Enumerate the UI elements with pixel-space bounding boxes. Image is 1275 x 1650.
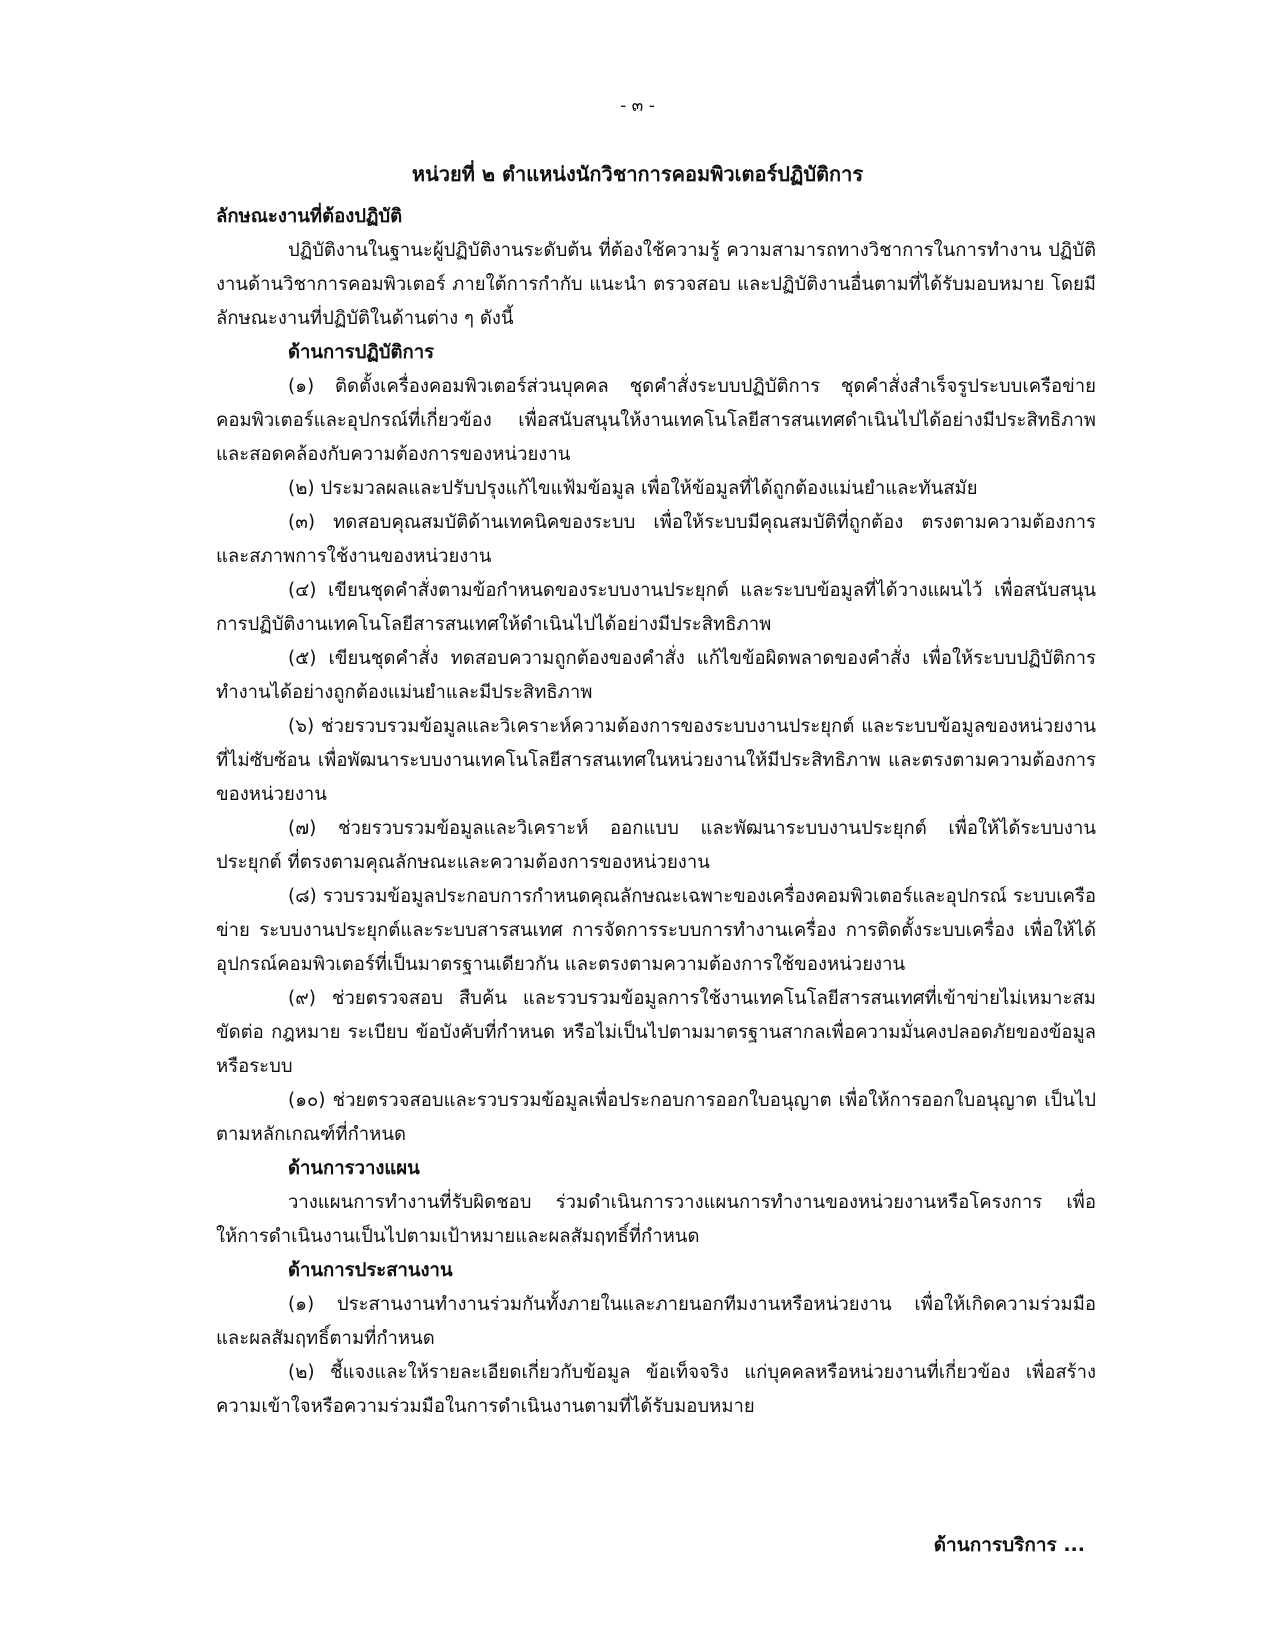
operations-item: (๑) ติดตั้งเครื่องคอมพิวเตอร์ส่วนบุคคล ชุดคำสั่งระบบปฏิบัติการ ชุดคำสั่งสำเร็จรูประบบเครือข่ายคอมพิวเตอร์และอุปกรณ์ที่เกี่ยวข้อง เพื่อสนับสนุนให้งานเทคโนโลยีสารสนเทศดำเนินไปได้อย่างมีประสิทธิภาพ และสอดคล้องกับความต้องการของหน่วยงาน bbox=[216, 376, 1096, 465]
operations-item: (๕) เขียนชุดคำสั่ง ทดสอบความถูกต้องของคำสั่ง แก้ไขข้อผิดพลาดของคำสั่ง เพื่อให้ระบบปฏิบัติการ ทำงานได้อย่างถูกต้องแม่นยำและมีประสิทธิภาพ bbox=[216, 648, 1096, 703]
operations-item: (๙) ช่วยตรวจสอบ สืบค้น และรวบรวมข้อมูลการใช้งานเทคโนโลยีสารสนเทศที่เข้าข่ายไม่เหมาะสม ขัดต่อ กฎหมาย ระเบียบ ข้อบังคับที่กำหนด หรือไม่เป็นไปตามมาตรฐานสากลเพื่อความมั่นคงปลอดภัยของข้อมูลหรือระบบ bbox=[216, 988, 1096, 1077]
operations-item: (๖) ช่วยรวบรวมข้อมูลและวิเคราะห์ความต้องการของระบบงานประยุกต์ และระบบข้อมูลของหน่วยงาน ที่ไม่ซับซ้อน เพื่อพัฒนาระบบงานเทคโนโลยีสารสนเทศในหน่วยงานให้มีประสิทธิภาพ และตรงตามความต้องการ ของหน่วยงาน bbox=[216, 716, 1096, 805]
coordination-item: (๑) ประสานงานทำงานร่วมกันทั้งภายในและภายนอกทีมงานหรือหน่วยงาน เพื่อให้เกิดความร่วมมือ และผลสัมฤทธิ์ตามที่กำหนด bbox=[216, 1294, 1096, 1349]
operations-item: (๔) เขียนชุดคำสั่งตามข้อกำหนดของระบบงานประยุกต์ และระบบข้อมูลที่ได้วางแผนไว้ เพื่อสนับสนุน การปฏิบัติงานเทคโนโลยีสารสนเทศให้ดำเนินไปได้อย่างมีประสิทธิภาพ bbox=[216, 580, 1096, 635]
document-body bbox=[216, 200, 1096, 1424]
operations-item: (๘) รวบรวมข้อมูลประกอบการกำหนดคุณลักษณะเฉพาะของเครื่องคอมพิวเตอร์และอุปกรณ์ ระบบเครือข่าย ระบบงานประยุกต์และระบบสารสนเทศ การจัดการระบบการทำงานเครื่อง การติดตั้งระบบเครื่อง เพื่อให้ได้อุปกรณ์คอมพิวเตอร์ที่เป็นมาตรฐานเดียวกัน และตรงตามความต้องการใช้ของหน่วยงาน bbox=[216, 886, 1096, 975]
unit-title: หน่วยที่ ๒ ตำแหน่งนักวิชาการคอมพิวเตอร์ปฏิบัติการ bbox=[411, 162, 864, 186]
operations-item: (๒) ประมวลผลและปรับปรุงแก้ไขแฟ้มข้อมูล เพื่อให้ข้อมูลที่ได้ถูกต้องแม่นยำและทันสมัย bbox=[288, 478, 978, 499]
operations-item: (๑๐) ช่วยตรวจสอบและรวบรวมข้อมูลเพื่อประกอบการออกใบอนุญาต เพื่อให้การออกใบอนุญาต เป็นไปตามหลักเกณฑ์ที่กำหนด bbox=[216, 1090, 1096, 1145]
continuation-note: ด้านการบริการ ... bbox=[933, 1534, 1085, 1556]
page-number: - ๓ - bbox=[620, 96, 655, 116]
operations-item: (๓) ทดสอบคุณสมบัติด้านเทคนิคของระบบ เพื่อให้ระบบมีคุณสมบัติที่ถูกต้อง ตรงตามความต้องการ และสภาพการใช้งานของหน่วยงาน bbox=[216, 512, 1096, 567]
section-heading: ลักษณะงานที่ต้องปฏิบัติ bbox=[216, 206, 403, 227]
coordination-heading: ด้านการประสานงาน bbox=[288, 1260, 453, 1281]
operations-item: (๗) ช่วยรวบรวมข้อมูลและวิเคราะห์ ออกแบบ และพัฒนาระบบงานประยุกต์ เพื่อให้ได้ระบบงานประยุกต์ ที่ตรงตามคุณลักษณะและความต้องการของหน่วยงาน bbox=[216, 818, 1096, 873]
intro-paragraph: ปฏิบัติงานในฐานะผู้ปฏิบัติงานระดับต้น ที่ต้องใช้ความรู้ ความสามารถทางวิชาการในการทำงาน ปฏิบัติงานด้านวิชาการคอมพิวเตอร์ ภายใต้การกำกับ แนะนำ ตรวจสอบ และปฏิบัติงานอื่นตามที่ได้รับมอบหมาย โดยมีลักษณะงานที่ปฏิบัติในด้านต่าง ๆ ดังนี้ bbox=[216, 240, 1096, 329]
planning-item: วางแผนการทำงานที่รับผิดชอบ ร่วมดำเนินการวางแผนการทำงานของหน่วยงานหรือโครงการ เพื่อให้การดำเนินงานเป็นไปตามเป้าหมายและผลสัมฤทธิ์ที่กำหนด bbox=[216, 1192, 1096, 1247]
planning-heading: ด้านการวางแผน bbox=[288, 1158, 420, 1179]
coordination-item: (๒) ชี้แจงและให้รายละเอียดเกี่ยวกับข้อมูล ข้อเท็จจริง แก่บุคคลหรือหน่วยงานที่เกี่ยวข้อง เพื่อสร้าง ความเข้าใจหรือความร่วมมือในการดำเนินงานตามที่ได้รับมอบหมาย bbox=[216, 1362, 1096, 1417]
operations-heading: ด้านการปฏิบัติการ bbox=[288, 342, 435, 363]
